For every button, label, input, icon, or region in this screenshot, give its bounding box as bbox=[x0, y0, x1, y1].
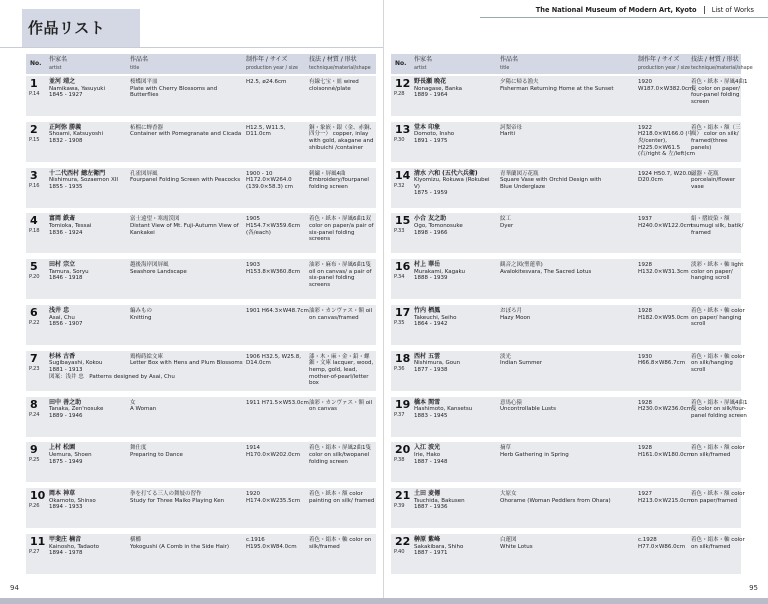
title-en: Uncontrollable Lusts bbox=[500, 406, 556, 413]
artist-name-en: Hashimoto, Kansetsu bbox=[414, 406, 473, 413]
museum-name: The National Museum of Modern Art, Kyoto bbox=[535, 6, 697, 14]
artist-name-en: Domoto, Insho bbox=[414, 131, 455, 138]
artist-name-ja: 甲斐庄 楠音 bbox=[49, 536, 82, 543]
title-en: Hazy Moon bbox=[500, 314, 531, 321]
title-en: Distant View of Mt. Fuji-Autumn View of Kankakei bbox=[130, 222, 239, 236]
row-artist bbox=[414, 171, 494, 197]
table-row bbox=[391, 76, 748, 116]
row-page-ref: P.37 bbox=[394, 411, 405, 418]
col-technique: 技法 / 材質 / 形状 technique/material/shape bbox=[691, 56, 753, 71]
row-technique: 銅・象嵌・銀（金、赤銅、四分一） copper, inlay with gold, akagane and shibuichi /container bbox=[309, 124, 376, 151]
artist-name-en: Tamura, Soryu bbox=[49, 268, 89, 275]
artist-years: 1887 - 1971 bbox=[414, 550, 448, 557]
row-artist bbox=[414, 79, 494, 99]
row-number: 3 bbox=[30, 168, 38, 182]
title-en: Study for Three Maiko Playing Ken bbox=[130, 497, 225, 504]
artist-name-en: Nishimura, Sozaemon XII bbox=[49, 177, 118, 184]
artist-name-ja: 浅井 忠 bbox=[49, 307, 70, 314]
row-title bbox=[130, 400, 245, 413]
left-table-header bbox=[26, 54, 376, 74]
artist-name-ja: 岡本 神草 bbox=[49, 490, 76, 498]
artist-name-ja: 小合 友之助 bbox=[414, 215, 447, 223]
row-title bbox=[500, 79, 615, 92]
row-page-ref: P.23 bbox=[29, 365, 40, 372]
col-title: 作品名 title bbox=[130, 56, 149, 71]
title-en: White Lotus bbox=[500, 543, 533, 550]
row-page-ref: P.33 bbox=[394, 228, 405, 235]
artist-years: 1887 - 1936 bbox=[414, 504, 448, 511]
artist-name-en: Asai, Chu bbox=[49, 314, 75, 321]
col-title: 作品名 title bbox=[500, 56, 519, 71]
table-row bbox=[391, 351, 745, 391]
row-page-ref: P.36 bbox=[394, 365, 405, 372]
row-technique: 刺繍・屏風4曲 Embroidery/fourpanel folding screen bbox=[309, 170, 369, 190]
artist-name-ja: 西村 五雲 bbox=[414, 352, 441, 360]
title-en: Seashore Landscape bbox=[130, 268, 187, 275]
row-technique: 着色・絹本・屏風4曲1隻 color on silk/four-panel folding screen bbox=[691, 399, 748, 419]
artist-name-ja: 榊原 紫峰 bbox=[414, 536, 441, 543]
row-page-ref: P.24 bbox=[29, 411, 40, 418]
table-row bbox=[391, 305, 745, 345]
title-en: Ohorame (Woman Peddlers from Ohara) bbox=[500, 497, 611, 504]
title-en: Yokogushi (A Comb in the Side Hair) bbox=[130, 543, 230, 550]
row-production: 1928 H132.0×W31.3cm bbox=[638, 262, 689, 275]
col-technique: 技法 / 材質 / 形状 technique/material/shape bbox=[309, 56, 371, 71]
table-row bbox=[391, 534, 745, 574]
artist-years: 1856 - 1907 bbox=[49, 321, 83, 328]
row-number: 14 bbox=[395, 168, 411, 182]
row-technique: 着色・絹本・額（三面） color on silk/ framed(three panels) bbox=[691, 124, 741, 151]
artist-name-ja: 正阿弥 勝義 bbox=[49, 123, 82, 131]
col-artist: 作家名 artist bbox=[49, 56, 68, 71]
row-artist bbox=[414, 537, 494, 557]
row-technique: 油彩・カンヴァス・額 oil on canvas/framed bbox=[309, 308, 373, 321]
title-ja: おぼろ月 bbox=[500, 308, 523, 314]
row-number: 13 bbox=[395, 122, 411, 136]
row-technique: 着色・絹本・軸 color on silk/hanging scroll bbox=[691, 353, 745, 373]
row-page-ref: P.28 bbox=[394, 91, 405, 97]
row-production: H12.5, W11.5, D11.0cm bbox=[246, 124, 286, 138]
row-page-ref: P.22 bbox=[29, 320, 40, 326]
table-row bbox=[26, 534, 376, 574]
title-en: Knitting bbox=[130, 314, 152, 321]
table-row bbox=[391, 259, 744, 299]
row-title bbox=[130, 171, 245, 184]
artist-years: 1883 - 1945 bbox=[414, 412, 448, 419]
artist-years: 1889 - 1946 bbox=[49, 412, 83, 419]
section-name: List of Works bbox=[711, 6, 754, 14]
artist-name-en: Namikawa, Yasuyuki bbox=[49, 85, 105, 92]
title-en: Letter Box with Hens and Plum Blossoms bbox=[130, 360, 243, 367]
title-en: Fisherman Returning Home at the Sunset bbox=[500, 85, 614, 92]
title-ja: 越後海岸図屏風 bbox=[130, 262, 169, 269]
col-production: 制作年 / サイズ production year / size bbox=[638, 56, 690, 71]
title-ja: 桜蝶図平皿 bbox=[130, 79, 158, 85]
row-technique: 着色・紙本・軸 color on paper/ hanging scroll bbox=[691, 308, 745, 328]
row-technique: 着色・紙本・額 color on paper/framed bbox=[691, 491, 745, 504]
row-artist bbox=[414, 216, 494, 236]
page-title: 作品リスト bbox=[28, 19, 106, 37]
row-number: 4 bbox=[30, 214, 38, 228]
title-ja: 富士遠望・寒霞渓図 bbox=[130, 216, 180, 223]
footer-bar bbox=[0, 598, 768, 604]
row-production: 1928 H182.0×W95.0cm bbox=[638, 308, 689, 321]
row-production: 1922 H218.0×W166.0 (中央/center), H225.0×W61.5 (右/right & 左/left)cm bbox=[638, 124, 695, 158]
table-row bbox=[26, 488, 376, 528]
artist-name-en: Sugibayashi, Kokou bbox=[49, 360, 103, 367]
row-title bbox=[500, 491, 615, 504]
row-title bbox=[130, 308, 245, 321]
row-technique: 油彩・麻布・屏風6曲1隻 oil on canvas/ a pair of six-panel folding screens bbox=[309, 262, 372, 288]
page-number-left: 94 bbox=[10, 584, 19, 592]
artist-name-ja: 堂本 印象 bbox=[414, 123, 441, 131]
row-title bbox=[130, 125, 245, 138]
artist-years: 1877 - 1938 bbox=[414, 366, 448, 373]
row-production: 1901 H64.3×W48.7cm bbox=[246, 308, 309, 314]
row-technique: 絹・摺絞染・額 tsumugi silk, batik/ framed bbox=[691, 216, 744, 236]
header-rule bbox=[480, 17, 768, 18]
title-divider bbox=[0, 47, 384, 48]
artist-years: 1845 - 1927 bbox=[49, 92, 83, 99]
row-page-ref: P.35 bbox=[394, 320, 405, 326]
row-number: 22 bbox=[395, 535, 411, 548]
title-en: Container with Pomegranate and Cicada bbox=[130, 131, 242, 138]
row-title bbox=[130, 216, 245, 236]
table-row bbox=[391, 122, 741, 162]
row-technique: 着色・絹本・額 color on silk/framed bbox=[691, 445, 745, 458]
row-production: 1924 H50.7, W20.0, D20.0cm bbox=[638, 170, 694, 184]
row-page-ref: P.38 bbox=[394, 457, 405, 464]
row-number: 17 bbox=[395, 306, 411, 319]
artist-name-en: Irie, Hako bbox=[414, 451, 441, 458]
row-page-ref: P.25 bbox=[29, 457, 40, 464]
row-page-ref: P.26 bbox=[29, 503, 40, 510]
title-ja: 摘草 bbox=[500, 445, 512, 452]
row-page-ref: P.16 bbox=[29, 182, 40, 189]
row-title bbox=[130, 354, 245, 367]
row-number: 10 bbox=[30, 489, 46, 503]
row-production: 1930 H66.8×W86.7cm bbox=[638, 353, 686, 367]
title-ja: 青華蘭図万花瓶 bbox=[500, 170, 539, 177]
col-artist: 作家名 artist bbox=[414, 56, 433, 71]
artist-years: 1887 - 1948 bbox=[414, 458, 448, 465]
row-technique: 淡彩・紙本・軸 light color on paper/ hanging scroll bbox=[691, 262, 744, 282]
artist-name-en: Okamoto, Shinso bbox=[49, 497, 96, 504]
row-page-ref: P.39 bbox=[394, 503, 405, 510]
row-production: c.1916 H195.0×W84.0cm bbox=[246, 537, 297, 550]
row-number: 9 bbox=[30, 443, 38, 457]
artist-years: 1855 - 1935 bbox=[49, 183, 83, 190]
title-ja: 白蓮図 bbox=[500, 537, 517, 543]
row-page-ref: P.30 bbox=[394, 136, 405, 143]
row-title bbox=[500, 171, 615, 191]
artist-name-ja: 入江 波光 bbox=[414, 444, 441, 452]
col-no: No. bbox=[395, 60, 407, 67]
table-row bbox=[391, 488, 745, 528]
row-production: 1900 - 10 H172.0×W264.0 (139.0×58.3) cm bbox=[246, 170, 294, 190]
row-production: 1937 H240.0×W122.0cm bbox=[638, 216, 693, 229]
row-production: c.1928 H77.0×W86.0cm bbox=[638, 537, 686, 550]
title-en: Avalokitesvara, The Sacred Lotus bbox=[500, 268, 592, 275]
title-en: Dyer bbox=[500, 222, 514, 229]
artist-name-ja: 田中 善之助 bbox=[49, 398, 82, 406]
row-page-ref: P.20 bbox=[29, 274, 40, 281]
row-production: 1928 H161.0×W180.0cm bbox=[638, 445, 693, 458]
row-number: 21 bbox=[395, 489, 411, 503]
table-row bbox=[26, 397, 376, 437]
artist-years: 1894 - 1933 bbox=[49, 504, 83, 511]
row-artist bbox=[414, 262, 494, 282]
title-ja: 意馬心猿 bbox=[500, 399, 523, 406]
title-ja: 編みもの bbox=[130, 308, 153, 314]
running-header bbox=[536, 6, 754, 14]
row-title bbox=[500, 354, 615, 367]
row-title bbox=[500, 125, 615, 138]
artist-name-en: Uemura, Shoen bbox=[49, 451, 92, 458]
artist-name-en: Nonagase, Banka bbox=[414, 85, 463, 92]
row-artist bbox=[414, 308, 494, 328]
artist-years: 1888 - 1939 bbox=[414, 275, 448, 282]
title-ja: 大原女 bbox=[500, 491, 517, 498]
row-number: 16 bbox=[395, 260, 411, 274]
row-technique: 着色・紙本・屏風4曲1隻 color on paper/ four-panel folding screen bbox=[691, 79, 748, 105]
artist-name-ja: 橋本 関雪 bbox=[414, 398, 441, 406]
artist-name-en: Shoami, Katsuyoshi bbox=[49, 131, 103, 138]
title-ja: 淡光 bbox=[500, 353, 512, 360]
artist-name-ja: 十二代西村 總左衛門 bbox=[49, 169, 106, 177]
row-number: 1 bbox=[30, 77, 38, 90]
row-number: 7 bbox=[30, 351, 38, 365]
row-title bbox=[130, 79, 245, 99]
title-en: Fourpanel Folding Screen with Peacocks bbox=[130, 177, 241, 184]
row-page-ref: P.32 bbox=[394, 182, 405, 189]
artist-name-ja: 竹内 栖鳳 bbox=[414, 307, 441, 314]
title-en: Herb Gathering in Spring bbox=[500, 451, 569, 458]
table-row bbox=[26, 259, 376, 299]
row-technique: 油彩・カンヴァス・額 oil on canvas bbox=[309, 399, 373, 413]
row-title bbox=[130, 262, 245, 275]
row-number: 18 bbox=[395, 351, 411, 365]
table-row bbox=[26, 122, 376, 162]
row-title bbox=[500, 262, 615, 275]
artist-name-ja: 田村 宗立 bbox=[49, 261, 76, 269]
artist-name-en: Kainosho, Tadaoto bbox=[49, 543, 100, 550]
col-no: No. bbox=[30, 60, 42, 67]
artist-years: 1875 - 1949 bbox=[49, 458, 83, 465]
artist-name-en: Takeuchi, Seiho bbox=[414, 314, 457, 321]
artist-name-en: Ogo, Tomonosuke bbox=[414, 222, 463, 229]
artist-name-ja: 上村 松園 bbox=[49, 444, 76, 452]
page-number-right: 95 bbox=[749, 584, 758, 592]
table-row bbox=[26, 351, 376, 391]
row-technique: 磁器・花瓶 porcelain/flower vase bbox=[691, 170, 736, 190]
title-en: Square Vase with Orchid Design with Blue Underglaze bbox=[500, 177, 602, 190]
artist-name-ja: 土田 麦僊 bbox=[414, 490, 441, 498]
row-technique: 着色・絹本・軸 color on silk/framed bbox=[309, 537, 372, 550]
row-technique: 着色・紙本・額 color painting on silk/ framed bbox=[309, 491, 375, 504]
artist-years: 1891 - 1975 bbox=[414, 137, 448, 144]
title-ja: 横櫛 bbox=[130, 537, 142, 543]
artist-years: 1898 - 1966 bbox=[414, 229, 448, 236]
row-page-ref: P.27 bbox=[29, 549, 40, 555]
row-page-ref: P.18 bbox=[29, 228, 40, 235]
row-technique: 漆・木・麻・金・鉛・螺鈿・文庫 lacquer, wood, hemp, gold, lead, mother-of-pearl/letter box bbox=[309, 353, 374, 387]
row-technique: 着色・絹本・軸 color on silk/framed bbox=[691, 537, 745, 550]
title-ja: 女 bbox=[130, 399, 136, 406]
row-page-ref: P.15 bbox=[29, 136, 40, 143]
title-ja: 孔雀図屏風 bbox=[130, 170, 158, 177]
table-row bbox=[391, 168, 741, 208]
artist-name-ja: 並河 靖之 bbox=[49, 78, 76, 85]
table-row bbox=[26, 168, 376, 208]
artist-name-ja: 野長瀬 晩花 bbox=[414, 78, 447, 85]
artist-name-en: Nishimura, Goun bbox=[414, 360, 461, 367]
row-number: 2 bbox=[30, 122, 38, 136]
title-en: Indian Summer bbox=[500, 360, 543, 367]
row-production: 1905 H154.7×W359.6cm (各/each) bbox=[246, 216, 301, 236]
title-ja: 夕陽に帰る漁夫 bbox=[500, 79, 539, 85]
row-production: 1903 H153.8×W360.8cm bbox=[246, 262, 301, 275]
row-number: 8 bbox=[30, 397, 38, 411]
artist-name-en: Tomioka, Tessai bbox=[49, 222, 92, 229]
row-number: 19 bbox=[395, 397, 411, 411]
table-row bbox=[26, 213, 376, 253]
artist-years: 1846 - 1918 bbox=[49, 275, 83, 282]
row-page-ref: P.14 bbox=[29, 91, 40, 97]
table-row bbox=[391, 442, 745, 482]
row-title bbox=[500, 537, 615, 550]
col-production: 制作年 / サイズ production year / size bbox=[246, 56, 298, 71]
artist-name-en: Tanaka, Zen'nosuke bbox=[49, 406, 104, 413]
row-technique: 着色・絹本・屏風2曲1隻 color on silk/twopanel folding screen bbox=[309, 445, 371, 465]
artist-name-en: Sakakibara, Shiho bbox=[414, 543, 464, 550]
row-production: H2.5, ø24.6cm bbox=[246, 79, 287, 85]
page-title-box bbox=[22, 9, 140, 47]
row-title bbox=[500, 445, 615, 458]
title-en: Preparing to Dance bbox=[130, 451, 183, 458]
artist-name-en: Kiyomizu, Rokuwa (Rokubei V) bbox=[414, 177, 490, 190]
artist-years: 1875 - 1959 bbox=[414, 190, 448, 197]
title-ja: 柘榴に蝉香器 bbox=[130, 124, 164, 131]
artist-years: 1832 - 1908 bbox=[49, 137, 83, 144]
row-technique: 着色・紙本・屏風6曲1双 color on paper/a pair of six-panel folding screens bbox=[309, 216, 374, 243]
title-en: Plate with Cherry Blossoms and Butterflies bbox=[130, 85, 218, 99]
row-artist bbox=[414, 125, 494, 145]
table-row bbox=[391, 213, 744, 253]
row-number: 12 bbox=[395, 77, 411, 90]
book-spine bbox=[383, 0, 384, 604]
row-production: 1920 H174.0×W235.5cm bbox=[246, 491, 301, 504]
row-number: 5 bbox=[30, 260, 38, 274]
row-production: 1920 W187.0×W382.0cm bbox=[638, 79, 694, 92]
artist-years: 1836 - 1924 bbox=[49, 229, 83, 236]
artist-name-ja: 清水 六和 (五代六兵衛) bbox=[414, 169, 478, 177]
artist-years: 1881 - 1913 bbox=[49, 366, 83, 373]
row-number: 6 bbox=[30, 306, 38, 319]
row-artist bbox=[414, 354, 494, 374]
row-page-ref: P.40 bbox=[394, 549, 405, 555]
row-production: 1906 H32.5, W25.8, D14.0cm bbox=[246, 353, 302, 367]
row-production: 1911 H71.5×W53.0cm bbox=[246, 399, 309, 406]
row-title bbox=[500, 308, 615, 321]
title-en: A Woman bbox=[130, 406, 157, 413]
title-en: Hariti bbox=[500, 131, 515, 138]
row-number: 15 bbox=[395, 214, 411, 228]
title-ja: 紋工 bbox=[500, 216, 512, 223]
title-ja: 訶梨帝母 bbox=[500, 124, 523, 131]
artist-name-ja: 杉林 古香 bbox=[49, 352, 76, 360]
title-ja: 舞仕度 bbox=[130, 445, 147, 452]
row-production: 1914 H170.0×W202.0cm bbox=[246, 445, 301, 458]
row-production: 1927 H213.0×W215.0cm bbox=[638, 491, 693, 504]
row-title bbox=[500, 216, 615, 229]
right-page bbox=[384, 0, 768, 604]
row-page-ref: P.34 bbox=[394, 274, 405, 281]
right-table-header bbox=[391, 54, 753, 74]
row-artist bbox=[414, 400, 494, 420]
artist-years: 1889 - 1964 bbox=[414, 92, 448, 99]
row-artist bbox=[414, 491, 494, 511]
artist-note: 図案：浅井 忠 Patterns designed by Asai, Chu bbox=[49, 373, 175, 380]
row-title bbox=[500, 400, 615, 413]
row-technique: 有線七宝・皿 wired cloisonné/plate bbox=[309, 79, 359, 92]
table-row bbox=[26, 442, 376, 482]
artist-name-ja: 村上 華岳 bbox=[414, 261, 441, 269]
artist-name-en: Murakami, Kagaku bbox=[414, 268, 465, 275]
row-artist bbox=[414, 445, 494, 465]
row-title bbox=[130, 491, 245, 504]
title-ja: 観音之図(聖蓮華) bbox=[500, 262, 543, 269]
table-row bbox=[391, 397, 748, 437]
row-number: 11 bbox=[30, 535, 46, 548]
title-ja: 鶏梅蒔絵文庫 bbox=[130, 353, 164, 360]
artist-years: 1894 - 1978 bbox=[49, 550, 83, 557]
table-row bbox=[26, 305, 376, 345]
artist-years: 1864 - 1942 bbox=[414, 321, 448, 328]
artist-name-ja: 富岡 鉄斎 bbox=[49, 215, 76, 223]
artist-name-en: Tsuchida, Bakusen bbox=[414, 497, 465, 504]
table-row bbox=[26, 76, 376, 116]
row-number: 20 bbox=[395, 443, 411, 457]
row-production: 1928 H230.0×W236.0cm bbox=[638, 399, 693, 413]
row-title bbox=[130, 537, 245, 550]
title-ja: 拳を打てる三人の舞妓の習作 bbox=[130, 491, 202, 498]
row-title bbox=[130, 445, 245, 458]
